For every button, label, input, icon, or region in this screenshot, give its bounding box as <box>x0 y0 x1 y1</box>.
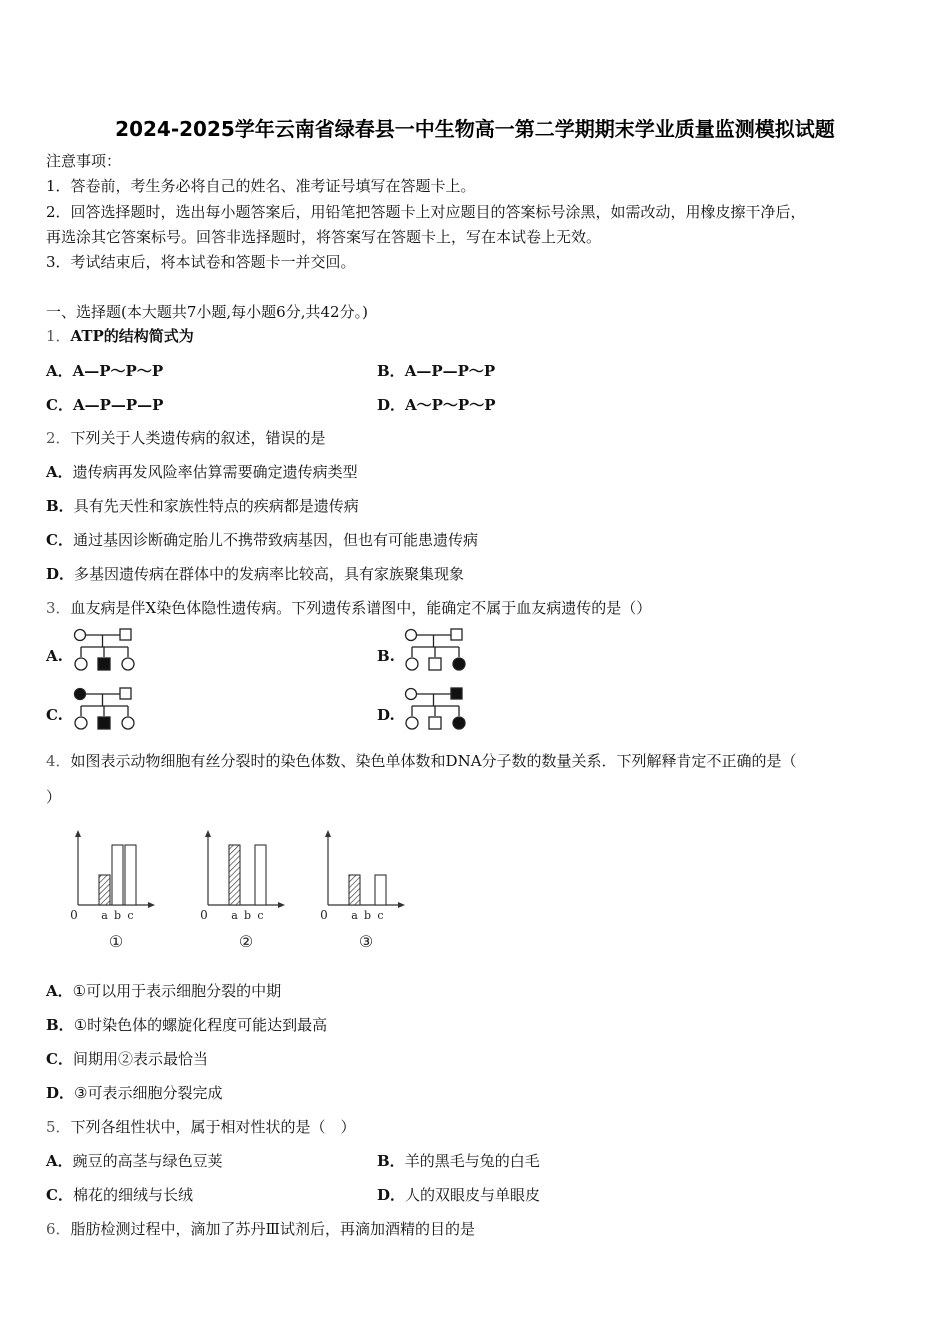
chart-label: ② <box>238 932 254 951</box>
y-axis-arrow <box>325 830 331 837</box>
category-label: a <box>101 909 108 922</box>
pedigree-c <box>72 686 142 736</box>
question-number: 6． <box>46 1220 71 1238</box>
question-3 <box>46 598 651 618</box>
option-a: A．豌豆的高茎与绿色豆荚 <box>46 1152 223 1170</box>
option-d: D．③可表示细胞分裂完成 <box>46 1084 223 1102</box>
bar-charts <box>60 820 420 960</box>
option-a: A．A—P～P～P <box>46 362 164 380</box>
option-d: D．人的双眼皮与单眼皮 <box>377 1186 541 1204</box>
option-c: C．通过基因诊断确定胎儿不携带致病基因，但也有可能患遗传病 <box>46 531 478 549</box>
chart-label: ③ <box>358 932 374 951</box>
option-b-label: B. <box>377 647 395 665</box>
option-c: C．A—P—P—P <box>46 396 164 414</box>
category-label: a <box>351 909 358 922</box>
bar-a <box>229 845 240 905</box>
option-c: C．间期用②表示最恰当 <box>46 1050 208 1068</box>
y-axis-arrow <box>75 830 81 837</box>
question-stem: 如图表示动物细胞有丝分裂时的染色体数、染色单体数和DNA分子数的数量关系．下列解释肯定不正确的是（ <box>70 752 797 770</box>
question-2 <box>46 428 326 448</box>
page-title: 2024-2025学年云南省绿春县一中生物高一第二学期期末学业质量监测模拟试题 <box>115 117 835 141</box>
category-label: b <box>113 909 122 922</box>
option-b: B．羊的黑毛与兔的白毛 <box>377 1152 540 1170</box>
question-stem: 脂肪检测过程中，滴加了苏丹Ⅲ试剂后，再滴加酒精的目的是 <box>70 1220 476 1238</box>
section-heading: 一、选择题(本大题共7小题,每小题6分,共42分。) <box>46 303 368 321</box>
notice-item: 1．答卷前，考生务必将自己的姓名、准考证号填写在答题卡上。 <box>46 177 476 195</box>
option-b: B．①时染色体的螺旋化程度可能达到最高 <box>46 1016 328 1034</box>
question-6 <box>46 1219 475 1239</box>
question-4 <box>46 751 797 771</box>
option-a-label: A. <box>46 647 63 665</box>
question-number: 3． <box>46 599 71 617</box>
pedigree-b <box>403 627 473 677</box>
question-stem: 下列关于人类遗传病的叙述，错误的是 <box>70 429 326 447</box>
bar-a <box>99 875 110 905</box>
option-a: A．遗传病再发风险率估算需要确定遗传病类型 <box>46 463 358 481</box>
bar-c <box>375 875 386 905</box>
bar-c <box>125 845 136 905</box>
pedigree-a <box>72 627 142 677</box>
x-axis-arrow <box>278 902 285 908</box>
x-axis-arrow <box>148 902 155 908</box>
bar-a <box>349 875 360 905</box>
pedigree-d <box>403 686 473 736</box>
notice-heading: 注意事项： <box>46 152 122 170</box>
question-number: 1． <box>46 327 71 345</box>
chart-label: ① <box>108 932 124 951</box>
origin-label: 0 <box>70 908 78 922</box>
notice-item: 再选涂其它答案标号。回答非选择题时，将答案写在答题卡上，写在本试卷上无效。 <box>46 228 602 246</box>
bar-c <box>255 845 266 905</box>
option-b: B．A—P—P～P <box>377 362 496 380</box>
question-stem-cont: ） <box>46 788 62 806</box>
option-d-label: D. <box>377 706 395 724</box>
question-5 <box>46 1117 356 1137</box>
question-number: 2． <box>46 429 71 447</box>
option-b: B．具有先天性和家族性特点的疾病都是遗传病 <box>46 497 359 515</box>
question-stem: 下列各组性状中，属于相对性状的是（ ） <box>70 1118 356 1136</box>
x-axis-arrow <box>398 902 405 908</box>
category-label: a <box>231 909 238 922</box>
question-number: 5． <box>46 1118 71 1136</box>
y-axis-arrow <box>205 830 211 837</box>
notice-item: 3．考试结束后，将本试卷和答题卡一并交回。 <box>46 253 356 271</box>
category-label: c <box>257 909 264 922</box>
question-1 <box>46 326 194 346</box>
option-d: D．A～P～P～P <box>377 396 496 414</box>
bar-b <box>112 845 123 905</box>
option-c: C．棉花的细绒与长绒 <box>46 1186 193 1204</box>
option-a: A．①可以用于表示细胞分裂的中期 <box>46 982 282 1000</box>
notice-item: 2．回答选择题时，选出每小题答案后，用铅笔把答题卡上对应题目的答案标号涂黑，如需改动，用橡皮擦干净后， <box>46 203 806 221</box>
question-stem: ATP的结构简式为 <box>70 327 194 345</box>
category-label: b <box>363 909 372 922</box>
origin-label: 0 <box>320 908 328 922</box>
category-label: c <box>127 909 134 922</box>
category-label: c <box>377 909 384 922</box>
question-stem: 血友病是伴X染色体隐性遗传病。下列遗传系谱图中，能确定不属于血友病遗传的是（） <box>70 599 652 617</box>
option-c-label: C. <box>46 706 63 724</box>
category-label: b <box>243 909 252 922</box>
question-number: 4． <box>46 752 71 770</box>
option-d: D．多基因遗传病在群体中的发病率比较高，具有家族聚集现象 <box>46 565 465 583</box>
origin-label: 0 <box>200 908 208 922</box>
